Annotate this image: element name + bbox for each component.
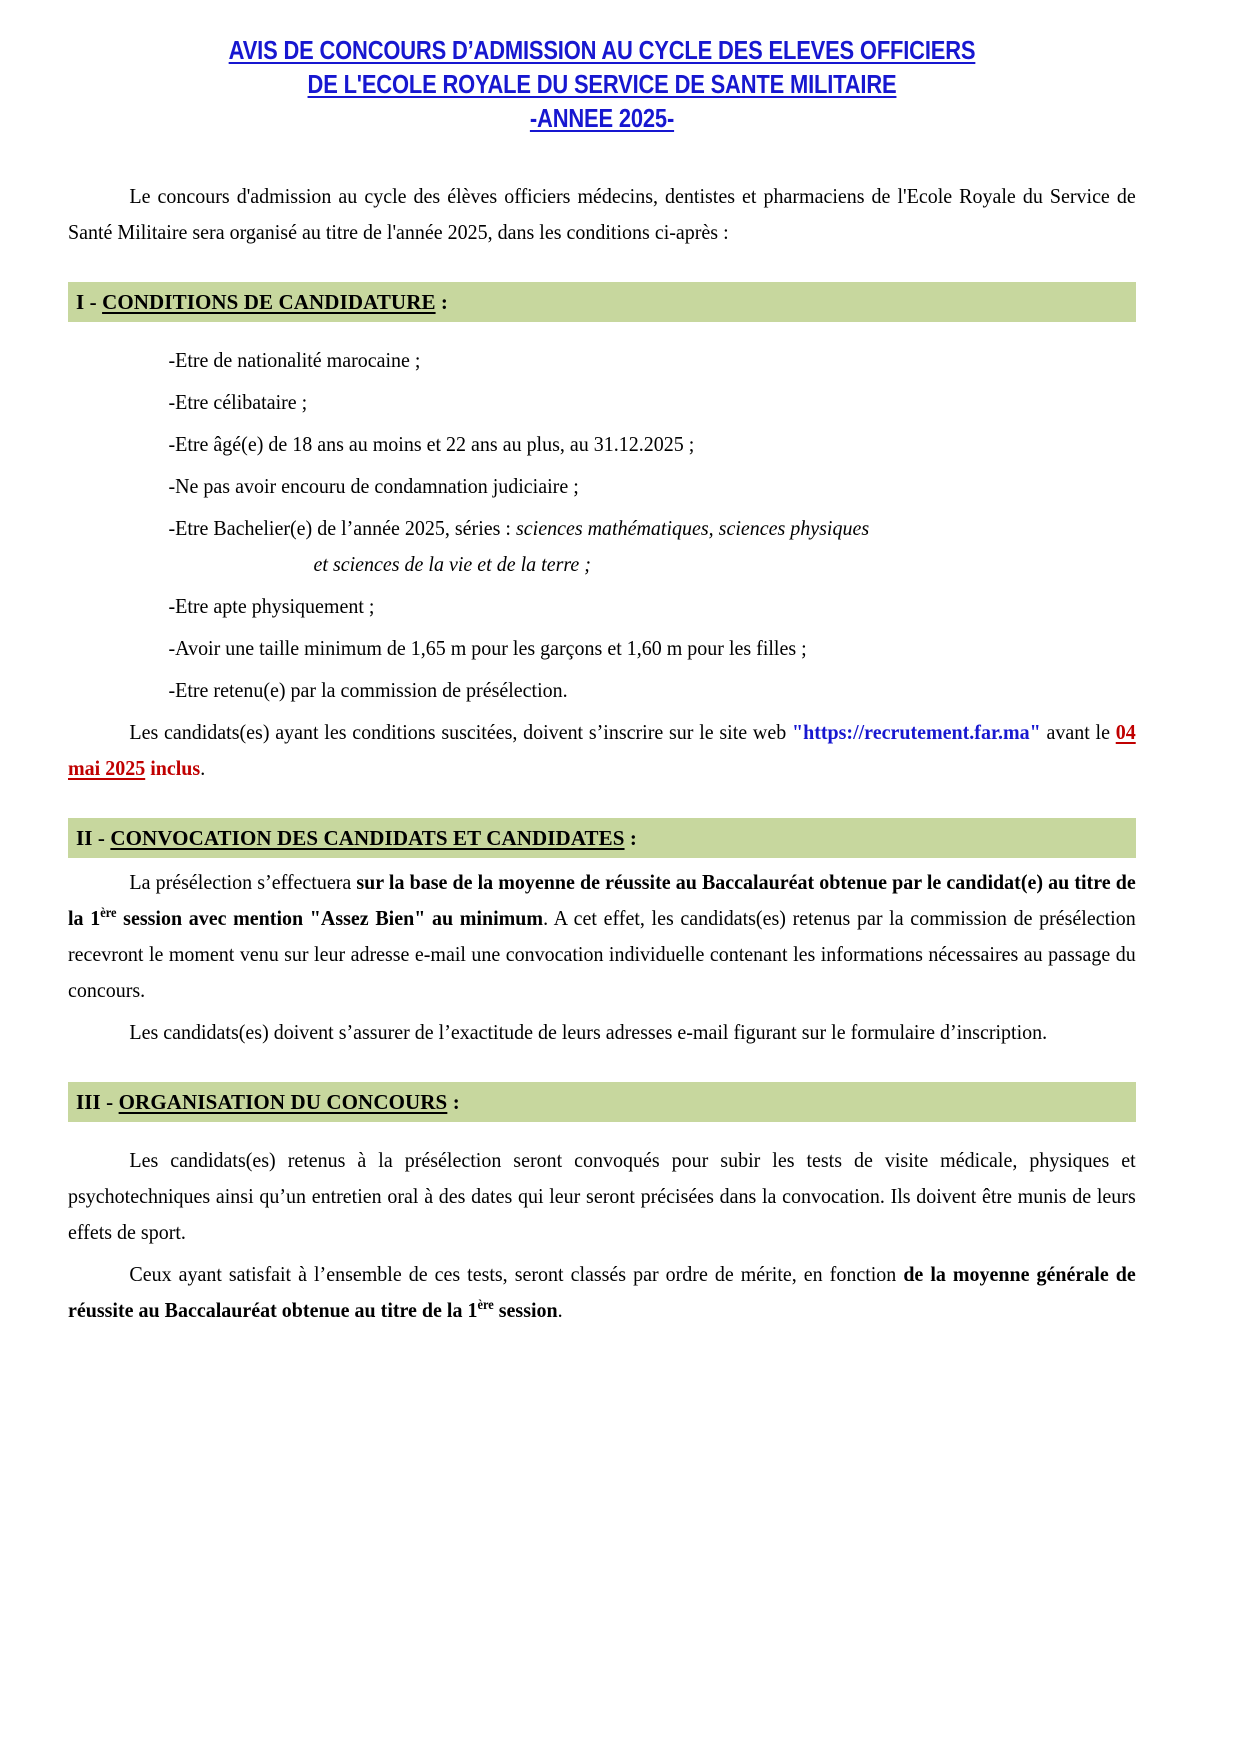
list-item-series-continuation xyxy=(168,546,1135,582)
dash-bullet: - xyxy=(168,516,176,540)
dash-bullet: - xyxy=(168,390,176,414)
registration-deadline: 04 mai 2025 xyxy=(68,720,1136,780)
registration-lead: Les candidats(es) ayant les conditions suscitées, doivent s’inscrire sur le site web xyxy=(129,720,792,744)
registration-paragraph xyxy=(68,714,1136,786)
section-heading-conditions xyxy=(68,282,1136,322)
list-item-series-italic-1: sciences mathématiques, sciences physiques xyxy=(515,516,870,540)
list-item-series-italic-2: et sciences de la vie et de la terre ; xyxy=(313,552,591,576)
section-heading-organisation xyxy=(68,1082,1136,1122)
section-title-3: ORGANISATION DU CONCOURS xyxy=(118,1090,448,1114)
list-item-text: Etre célibataire ; xyxy=(175,390,308,414)
dash-bullet: - xyxy=(168,594,176,618)
list-item-text: Etre apte physiquement ; xyxy=(175,594,375,618)
organisation-p2-end: . xyxy=(557,1298,563,1322)
organisation-paragraph-1: Les candidats(es) retenus à la présélection seront convoqués pour subir les tests de visite médicale, physiques et psychotechniques ainsi qu’un entretien oral à des dates qui leur seront précisées dans la convocation. Ils doivent être munis de leurs effets de sport. xyxy=(68,1148,1136,1244)
section-title-1: CONDITIONS DE CANDIDATURE xyxy=(102,290,436,314)
list-item-text: Etre retenu(e) par la commission de présélection. xyxy=(175,678,568,702)
spacer xyxy=(68,792,1136,818)
list-item-text: Ne pas avoir encouru de condamnation judiciaire ; xyxy=(175,474,579,498)
dash-bullet: - xyxy=(168,474,176,498)
section-colon-3: : xyxy=(447,1090,460,1114)
intro-paragraph: Le concours d'admission au cycle des élèves officiers médecins, dentistes et pharmaciens de l'Ecole Royale du Service de Santé Militaire sera organisé au titre de l'année 2025, dans les conditions ci-après : xyxy=(68,184,1136,244)
section-number-2: II - xyxy=(76,826,111,850)
spacer xyxy=(68,152,1136,178)
list-item xyxy=(68,468,1136,504)
organisation-p2-bold-part1: de la moyenne générale de réussite au Baccalauréat obtenue au titre de la 1 xyxy=(68,1262,1136,1322)
convocation-paragraph-1 xyxy=(68,864,1136,1008)
section-title-2: CONVOCATION DES CANDIDATS ET CANDIDATES xyxy=(110,826,625,850)
organisation-p2-bold-part2: session xyxy=(493,1298,558,1322)
convocation-p1-bold-part2: session avec mention "Assez Bien" au minimum xyxy=(116,906,544,930)
list-item xyxy=(68,384,1136,420)
list-item xyxy=(68,342,1136,378)
convocation-p1-rest: . A cet effet, les candidats(es) retenus par la commission de présélection recevront le moment venu sur leur adresse e-mail une convocation individuelle contenant les informations nécessaires au passage du concours. xyxy=(68,906,1136,1002)
conditions-list xyxy=(68,342,1136,708)
spacer xyxy=(68,1056,1136,1082)
list-item xyxy=(68,630,1136,666)
page-title-line-3: -ANNEE 2025- xyxy=(529,105,675,133)
dash-bullet: - xyxy=(168,636,176,660)
section-number-3: III - xyxy=(76,1090,119,1114)
list-item xyxy=(68,588,1136,624)
list-item-text: Avoir une taille minimum de 1,65 m pour les garçons et 1,60 m pour les filles ; xyxy=(175,636,807,660)
page-title xyxy=(143,34,1061,136)
convocation-p1-lead: La présélection s’effectuera xyxy=(129,870,357,894)
spacer xyxy=(68,256,1136,282)
dash-bullet: - xyxy=(168,678,176,702)
organisation-paragraph-2 xyxy=(68,1256,1136,1328)
list-item-bachelier xyxy=(68,510,1136,582)
dash-bullet: - xyxy=(168,432,176,456)
ordinal-suffix: ère xyxy=(100,904,117,920)
registration-deadline-suffix: inclus xyxy=(145,756,201,780)
page-title-line-1: AVIS DE CONCOURS D’ADMISSION AU CYCLE DES ELEVES OFFICIERS xyxy=(228,37,976,65)
list-item xyxy=(68,426,1136,462)
section-colon-2: : xyxy=(624,826,637,850)
dash-bullet: - xyxy=(168,348,176,372)
convocation-p1-bold-part1: sur la base de la moyenne de réussite au Baccalauréat obtenue par le candidat(e) au titre de la 1 xyxy=(68,870,1136,930)
registration-url-link[interactable]: "https://recrutement.far.ma" xyxy=(791,720,1041,744)
spacer xyxy=(68,328,1136,342)
registration-end: . xyxy=(200,756,206,780)
section-number-1: I - xyxy=(76,290,103,314)
page-title-line-2: DE L'ECOLE ROYALE DU SERVICE DE SANTE MILITAIRE xyxy=(307,71,897,99)
list-item-text: Etre âgé(e) de 18 ans au moins et 22 ans au plus, au 31.12.2025 ; xyxy=(175,432,695,456)
section-colon-1: : xyxy=(435,290,449,314)
ordinal-suffix: ère xyxy=(477,1296,494,1312)
organisation-p2-lead: Ceux ayant satisfait à l’ensemble de ces tests, seront classés par ordre de mérite, en fonction xyxy=(129,1262,904,1286)
registration-mid: avant le xyxy=(1040,720,1116,744)
list-item-text: Etre Bachelier(e) de l’année 2025, séries : xyxy=(175,516,516,540)
section-heading-convocation xyxy=(68,818,1136,858)
convocation-paragraph-2: Les candidats(es) doivent s’assurer de l’exactitude de leurs adresses e-mail figurant sur le formulaire d’inscription. xyxy=(129,1020,1048,1044)
list-item xyxy=(68,672,1136,708)
list-item-text: Etre de nationalité marocaine ; xyxy=(175,348,421,372)
spacer xyxy=(68,1128,1136,1142)
